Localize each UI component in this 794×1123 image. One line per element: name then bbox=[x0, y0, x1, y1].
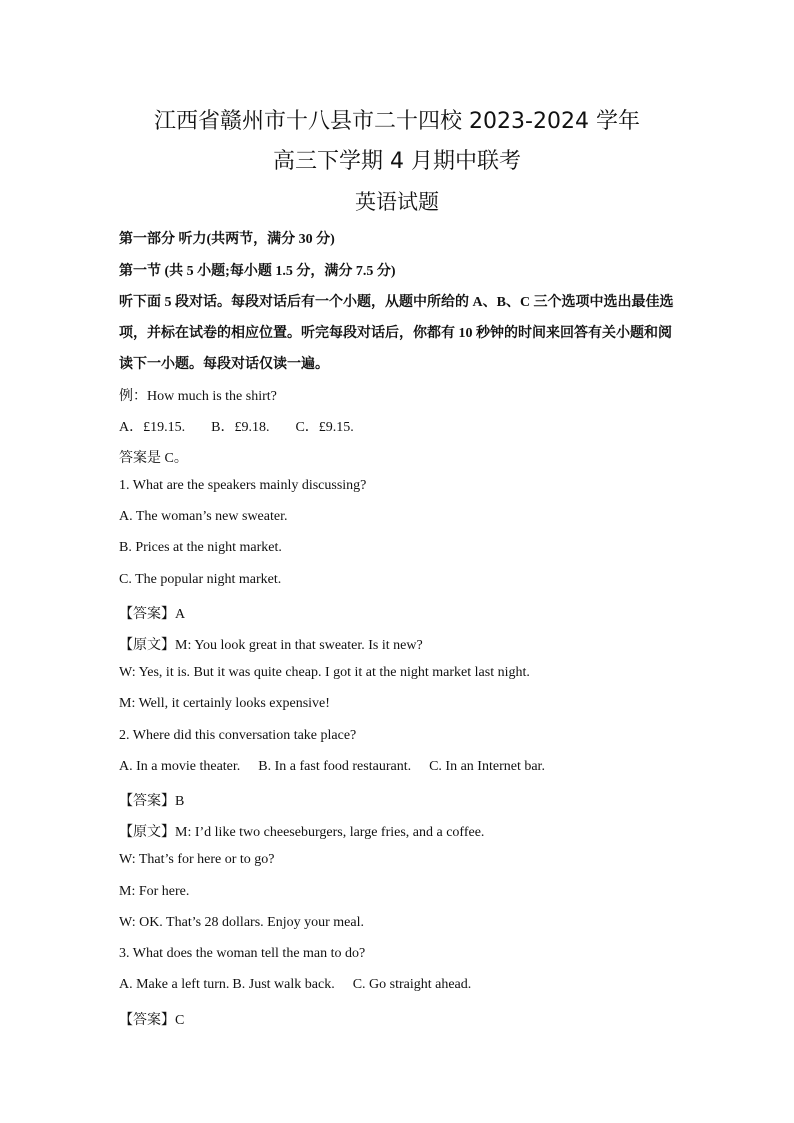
instruction-line: 项，并标在试卷的相应位置。听完每段对话后，你都有 10 秒钟的时间来回答有关小题和阅 bbox=[119, 326, 672, 341]
option-c: C. Go straight ahead. bbox=[352, 977, 472, 992]
q2-transcript-line: W: That’s for here or to go? bbox=[119, 852, 275, 867]
option-b: B. In a fast food restaurant. bbox=[258, 759, 412, 774]
example-options bbox=[119, 416, 354, 436]
q1-option-c: C. The popular night market. bbox=[119, 572, 282, 587]
q1-option-a: A. The woman’s new sweater. bbox=[119, 509, 288, 524]
q3-options bbox=[119, 977, 471, 993]
section-heading: 第一节 (共 5 小题;每小题 1.5 分，满分 7.5 分) bbox=[119, 264, 396, 279]
document-title: 江西省赣州市十八县市二十四校 2023-2024 学年 bbox=[154, 109, 640, 134]
option-c: C. In an Internet bar. bbox=[429, 759, 545, 774]
q2-transcript-line: W: OK. That’s 28 dollars. Enjoy your meal. bbox=[119, 915, 364, 930]
option-b: B．£9.18. bbox=[211, 420, 270, 435]
q1-transcript-line: 【原文】M: You look great in that sweater. Is it new? bbox=[119, 638, 423, 653]
instruction-line: 听下面 5 段对话。每段对话后有一个小题，从题中所给的 A、B、C 三个选项中选出最佳选 bbox=[119, 295, 674, 310]
q1-option-b: B. Prices at the night market. bbox=[119, 540, 282, 555]
q1-transcript-line: M: Well, it certainly looks expensive! bbox=[119, 696, 330, 711]
instruction-line: 读下一小题。每段对话仅读一遍。 bbox=[119, 357, 329, 372]
option-b: B. Just walk back. bbox=[232, 977, 335, 992]
q1-answer: 【答案】A bbox=[119, 607, 186, 622]
option-c: C．£9.15. bbox=[295, 420, 354, 435]
q2-transcript-line: 【原文】M: I’d like two cheeseburgers, large fries, and a coffee. bbox=[119, 825, 485, 840]
q3-answer: 【答案】C bbox=[119, 1013, 185, 1028]
option-a: A. In a movie theater. bbox=[119, 759, 241, 774]
q2-options bbox=[119, 759, 545, 775]
subject-title: 英语试题 bbox=[355, 190, 439, 214]
q2-transcript-line: M: For here. bbox=[119, 884, 190, 899]
option-a: A. Make a left turn. bbox=[119, 977, 230, 992]
q2-answer: 【答案】B bbox=[119, 794, 185, 809]
document-subtitle: 高三下学期 4 月期中联考 bbox=[273, 149, 521, 174]
option-a: A．£19.15. bbox=[119, 420, 186, 435]
example-answer: 答案是 C。 bbox=[119, 451, 188, 466]
question-3: 3. What does the woman tell the man to do? bbox=[119, 946, 366, 961]
question-2: 2. Where did this conversation take place? bbox=[119, 728, 357, 743]
question-1: 1. What are the speakers mainly discussing? bbox=[119, 478, 367, 493]
example-question: 例：How much is the shirt? bbox=[119, 389, 277, 404]
part-heading: 第一部分 听力(共两节，满分 30 分) bbox=[119, 232, 335, 247]
q1-transcript-line: W: Yes, it is. But it was quite cheap. I got it at the night market last night. bbox=[119, 665, 530, 680]
